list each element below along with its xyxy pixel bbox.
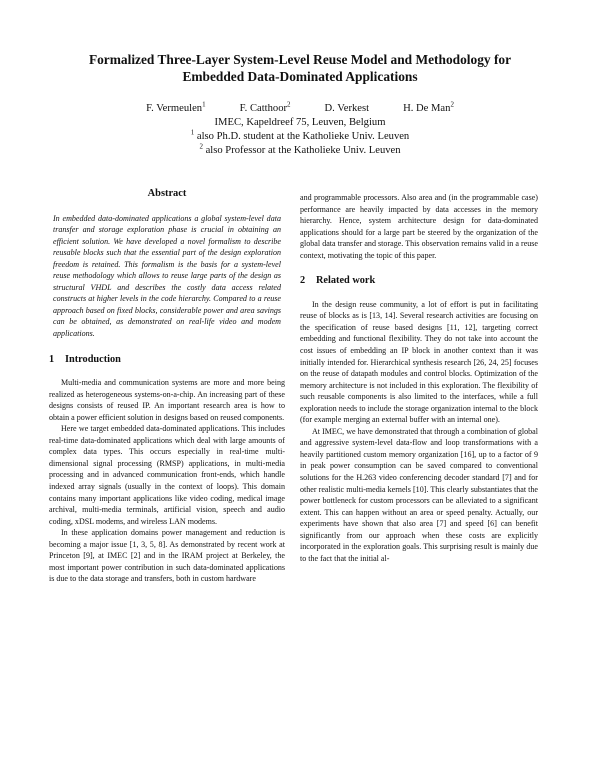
paper-title: [60, 51, 540, 85]
author-note-2: $^2$ also Professor at the Katholieke Univ. Leuven: [199, 142, 401, 156]
affiliation: IMEC, Kapeldreef 75, Leuven, Belgium: [214, 117, 386, 128]
author: H. De Man$^2$: [403, 100, 454, 114]
title-line-2: Embedded Data-Dominated Applications: [182, 69, 418, 84]
author: F. Catthoor$^2$: [239, 100, 291, 114]
section-heading-related-work: 2 Related work: [300, 275, 376, 287]
paragraph: In these application domains power management and reduction is becoming a major issue [1, 3, 5, 8]. As demonstrated by recent work at Princeton [9], at IMEC [2] and in the IRAM project at Berkeley, the most important power contribution in such data-dominated applications is due to the data storage and transfers, both in custom hardware: [49, 528, 285, 584]
author-block: [60, 102, 540, 158]
title-line-1: Formalized Three-Layer System-Level Reuse Model and Methodology for: [88, 52, 512, 67]
right-column: [300, 192, 538, 564]
paragraph: Multi-media and communication systems are more and more being realized as heterogeneous systems-on-a-chip. An increasing part of these designs consists of reused IP. An important research area is how to obtain a power efficient solution in designs based on reused components.: [49, 378, 285, 422]
author: F. Vermeulen$^1$: [146, 100, 206, 114]
paragraph: Here we target embedded data-dominated applications. This includes real-time data-dominated applications which deal with large amounts of complex data types. This occurs especially in real-time multi-dimensional signal processing (RMSP) applications, in multi-media processing and in advanced communication front-ends, which handle indexed array signals (usually in the context of loops). This domain contains many important applications like video coding, medical image archival, multi-media terminals, artificial vision, speech and audio coding, xDSL modems, and wireless LAN modems.: [49, 424, 285, 526]
paragraph: At IMEC, we have demonstrated that through a combination of global and aggressive system-level data-flow and loop transformations with a heavily partitioned custom memory organization [16], up to a factor of 9 in peak power consumption can be saved compared to conventional solutions for the H.263 video conferencing decoder standard [7] and for other realistic multi-media kernels [10]. This clearly substantiates that the power bottleneck for custom processors can be alleviated to a significant extent. This can happen without an area or speed penalty. Actually, our experiments have shown that also area [7] and speed [6] can benefit significantly from our approach when these costs are explicitly incorporated in the exploration goals. This surprising result is mainly due to the fact that the initial al-: [300, 426, 538, 563]
left-column: [49, 188, 285, 585]
abstract-text: In embedded data-dominated applications a global system-level data transfer and storage exploration phase is crucial in obtaining an efficient solution. We have developed a novel formalism to describe reusable blocks such that the essential part of the design exploration freedom is retained. This formalism is the basis for a system-level reuse methodology which allows to reuse large parts of the design as structural VHDL and describes the costly data access related constructs at higher levels in the code hierarchy. Compared to a reuse approach based on fixed blocks, considerable power and area savings can be obtained, as demonstrated on real-life video and modem applications.: [53, 213, 281, 339]
author-list: [60, 102, 540, 116]
paragraph-continuation: and programmable processors. Also area and (in the programmable case) performance are heavily impacted by data accesses in the memory hierarchy. Hence, system architecture design for data-dominated applications should for a large part be steered by the organization of the global data transfer and storage. This observation remains valid in a reuse context, motivating the topic of this paper.: [300, 193, 538, 260]
author-note-1: $^1$ also Ph.D. student at the Katholieke Univ. Leuven: [190, 128, 410, 142]
abstract-heading: Abstract: [147, 188, 187, 199]
author: D. Verkest: [324, 103, 370, 114]
section-heading-introduction: 1 Introduction: [49, 353, 121, 365]
paragraph: In the design reuse community, a lot of effort is put in facilitating reuse of blocks as is [13, 14]. Several research activities are focusing on the specification of reuse based designs [11, 12], targeting correct embedding and functional flexibility. They do not take into account the cost issues of embedding an IP block in another context than it was initially intended for. Hierarchical synthesis research [26, 24, 25] focuses on the reuse of datapath modules and control blocks. Optimization of the memory architecture is not included in this exploration. The flexibility of such reusable components is also limited to the interfaces, while a full exploration needs to include the storage organization internal to the block (for example merging an external buffer with an internal one).: [300, 299, 538, 425]
